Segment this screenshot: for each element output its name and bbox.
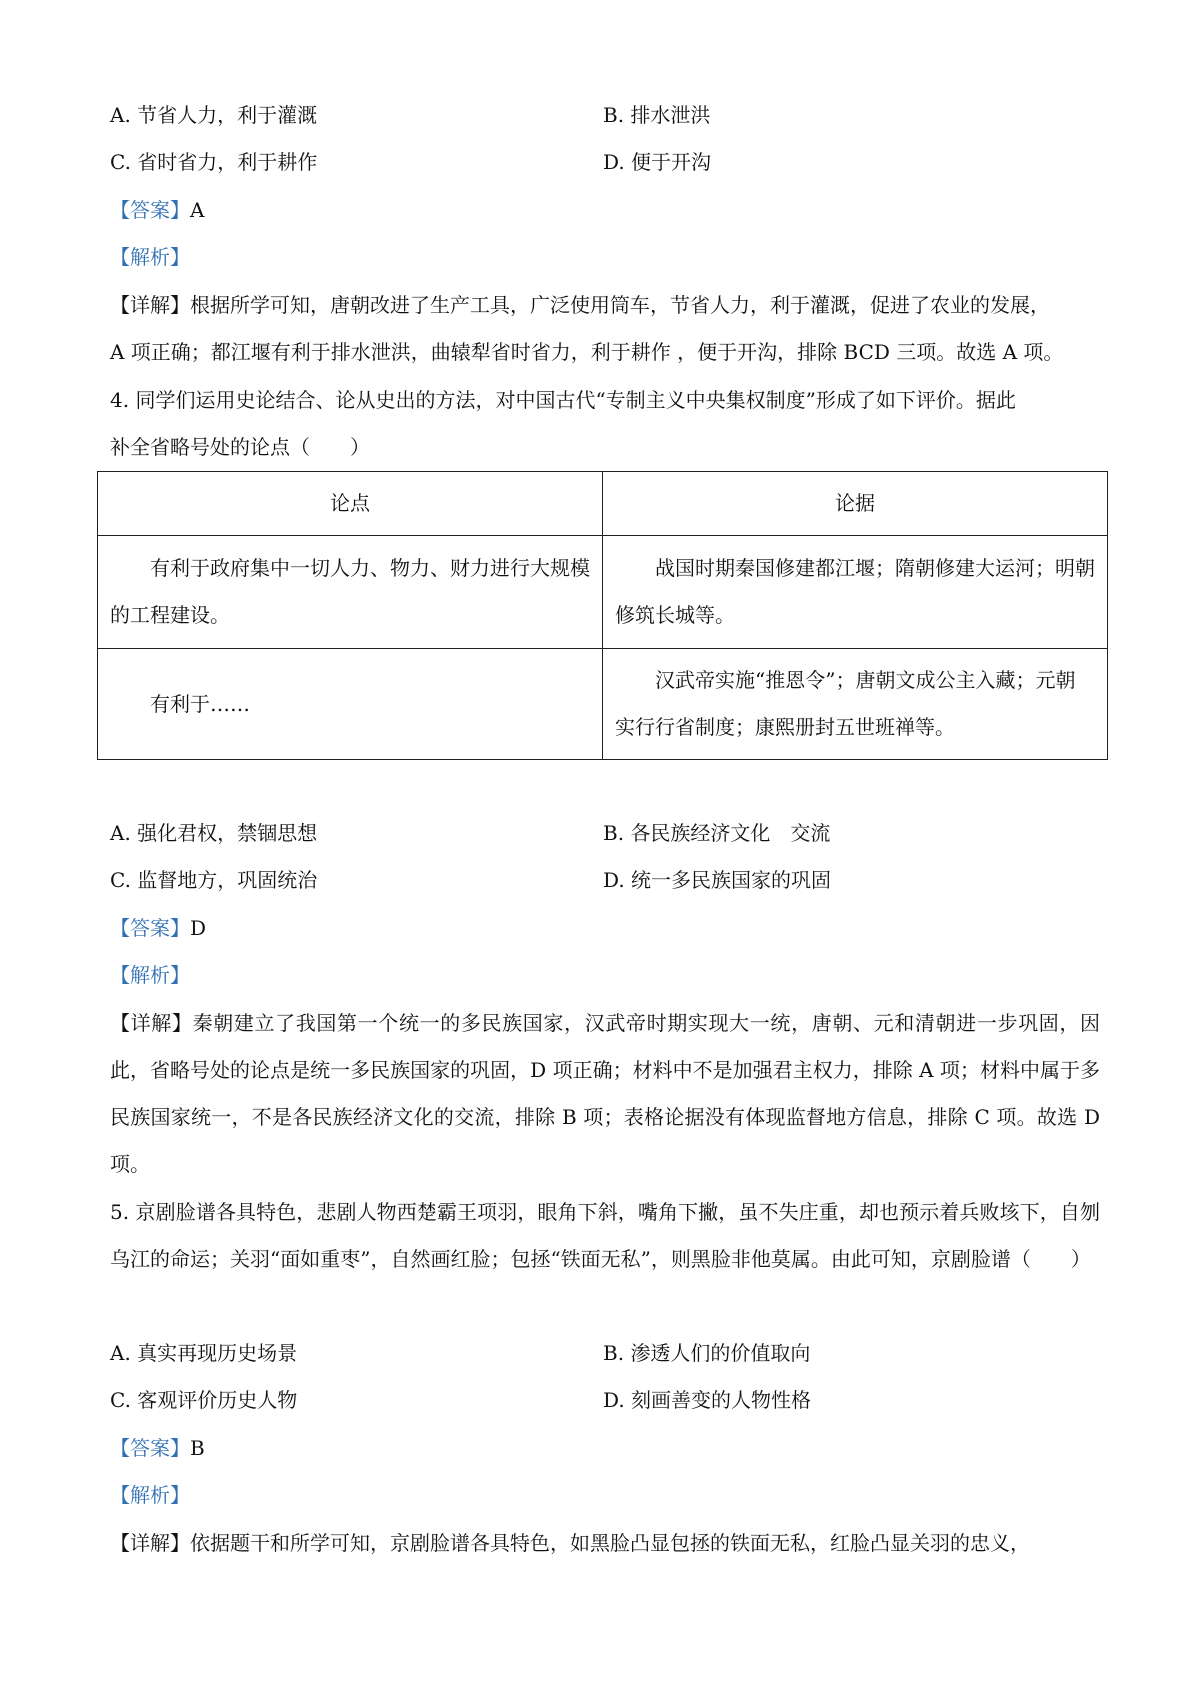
table-row xyxy=(98,536,1108,649)
q5-detail xyxy=(110,1528,1100,1558)
q5-option-c: C. 客观评价历史人物 xyxy=(110,1388,298,1412)
detail-text: 根据所学可知，唐朝改进了生产工具，广泛使用筒车，节省人力，利于灌溉，促进了农业的发展， xyxy=(190,293,1050,317)
table-cell: 有利于政府集中一切人力、物力、财力进行大规模的工程建设。 xyxy=(98,536,603,649)
q4-option-b: B. 各民族经济文化 交流 xyxy=(603,821,831,845)
q5-answer xyxy=(110,1433,1100,1463)
answer-tag: 【答案】 xyxy=(110,916,190,940)
table-header-cell: 论点 xyxy=(98,472,603,536)
q5-option-a: A. 真实再现历史场景 xyxy=(110,1341,298,1365)
table-cell: 有利于…… xyxy=(98,649,603,760)
q4-stem-line-1: 4. 同学们运用史论结合、论从史出的方法，对中国古代“专制主义中央集权制度”形成了如下评价。据此 xyxy=(110,388,1016,412)
q4-option-c: C. 监督地方，巩固统治 xyxy=(110,868,318,892)
q3-detail-line-2: A 项正确；都江堰有利于排水泄洪，曲辕犁省时省力，利于耕作 ，便于开沟，排除 BCD 三项。故选 A 项。 xyxy=(110,340,1064,364)
q4-analysis-tag xyxy=(110,960,1100,990)
q3-option-c: C. 省时省力，利于耕作 xyxy=(110,150,318,174)
q4-stem-line-2: 补全省略号处的论点（ ） xyxy=(110,435,370,459)
detail-tag: 【详解】 xyxy=(110,293,190,317)
q4-option-d: D. 统一多民族国家的巩固 xyxy=(603,868,832,892)
q5-option-b: B. 渗透人们的价值取向 xyxy=(603,1341,811,1365)
q3-detail-line-1 xyxy=(110,290,1100,320)
table-cell: 战国时期秦国修建都江堰；隋朝修建大运河；明朝修筑长城等。 xyxy=(603,536,1108,649)
q3-option-a: A. 节省人力，利于灌溉 xyxy=(110,103,318,127)
q5-analysis-tag xyxy=(110,1480,1100,1510)
q4-detail xyxy=(110,1000,1100,1188)
q4-answer xyxy=(110,913,1100,943)
answer-value: D xyxy=(190,916,207,940)
q3-analysis-tag xyxy=(110,242,1100,272)
analysis-tag: 【解析】 xyxy=(110,245,190,269)
detail-text: 依据题干和所学可知，京剧脸谱各具特色，如黑脸凸显包拯的铁面无私，红脸凸显关羽的忠义， xyxy=(190,1531,1030,1555)
table-cell: 汉武帝实施“推恩令”；唐朝文成公主入藏；元朝实行行省制度；康熙册封五世班禅等。 xyxy=(603,649,1108,760)
q4-table xyxy=(97,471,1108,760)
table-row xyxy=(98,649,1108,760)
q3-answer xyxy=(110,195,1100,225)
table-header-cell: 论据 xyxy=(603,472,1108,536)
detail-tag: 【详解】 xyxy=(110,1531,190,1555)
q3-option-b: B. 排水泄洪 xyxy=(603,103,711,127)
answer-value: B xyxy=(190,1436,205,1460)
answer-tag: 【答案】 xyxy=(110,1436,190,1460)
detail-text: 秦朝建立了我国第一个统一的多民族国家，汉武帝时期实现大一统，唐朝、元和清朝进一步巩固，因此，省略号处的论点是统一多民族国家的巩固，D 项正确；材料中不是加强君主权力，排除 A 项；材料中属于多民族国家统一，不是各民族经济文化的交流，排除 B 项；表格论据没有体现监督地方信息，排除 C 项。故选 D 项。 xyxy=(110,1011,1101,1176)
table-header-row xyxy=(98,472,1108,536)
analysis-tag: 【解析】 xyxy=(110,1483,190,1507)
q4-option-a: A. 强化君权，禁锢思想 xyxy=(110,821,318,845)
answer-tag: 【答案】 xyxy=(110,198,190,222)
q3-option-d: D. 便于开沟 xyxy=(603,150,712,174)
detail-tag: 【详解】 xyxy=(110,1011,193,1035)
q5-option-d: D. 刻画善变的人物性格 xyxy=(603,1388,812,1412)
answer-value: A xyxy=(190,198,205,222)
q5-stem: 5. 京剧脸谱各具特色，悲剧人物西楚霸王项羽，眼角下斜，嘴角下撇，虽不失庄重，却也预示着兵败垓下，自刎乌江的命运；关羽“面如重枣”，自然画红脸；包拯“铁面无私”，则黑脸非他莫属。由此可知，京剧脸谱（ ） xyxy=(110,1200,1100,1271)
analysis-tag: 【解析】 xyxy=(110,963,190,987)
